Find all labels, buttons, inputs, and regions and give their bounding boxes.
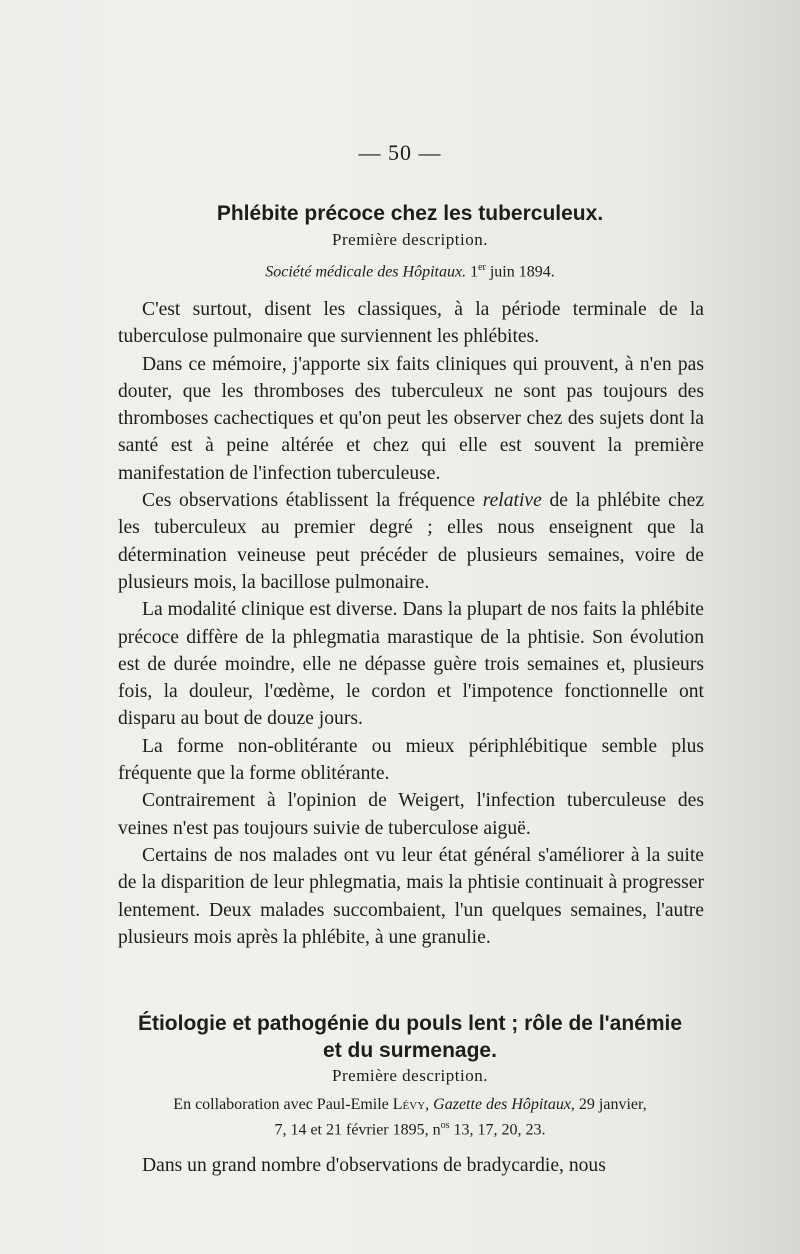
section2-body [118, 1152, 704, 1179]
paragraph: La forme non-oblitérante ou mieux périphlébitique semble plus fréquente que la forme oblitérante. [118, 735, 704, 785]
paragraph: Dans ce mémoire, j'apporte six faits cliniques qui prouvent, à n'en pas douter, que les thromboses des tuberculeux ne sont pas toujours des thromboses cachectiques et qu'on peut les observer chez des sujets dont la santé est à peine altérée et chez qui elle est souvent la première manifestation de l'infection tuberculeuse. [118, 353, 704, 484]
section2-title-line1: Étiologie et pathogénie du pouls lent ; rôle de l'anémie [137, 1012, 683, 1035]
paragraph: C'est surtout, disent les classiques, à la période terminale de la tuberculose pulmonaire que surviennent les phlébites. [118, 299, 704, 348]
section2-reference-line2: 7, 14 et 21 février 1895, $n^{os}$ 13, 17, 20, 23. [274, 1120, 546, 1139]
paragraph: Contrairement à l'opinion de Weigert, l'infection tuberculeuse des veines n'est pas toujours suivie de tuberculose aiguë. [118, 790, 704, 839]
section1-reference: Société médicale des Hôpitaux. 1er juin 1894. [265, 262, 555, 281]
section1-title: Phlébite précoce chez les tuberculeux. [216, 202, 604, 225]
section2-subtitle: Première description. [332, 1066, 488, 1085]
section1-subtitle: Première description. [332, 230, 488, 249]
section2-reference-line1: En collaboration avec Paul-Emile Lévy, Gazette des Hôpitaux, 29 janvier, [173, 1096, 647, 1113]
paragraph: Dans un grand nombre d'observations de bradycardie, nous [142, 1155, 606, 1176]
paragraph: La modalité clinique est diverse. Dans la plupart de nos faits la phlébite précoce diffère de la phlegmatia marastique de la phtisie. Son évolution est de durée moindre, elle ne dépasse guère trois semaines et, plusieurs fois, la douleur, l'œdème, le cordon et l'impotence fonctionnelle ont disparu au bout de douze jours. [118, 599, 704, 730]
section2-title-line2: et du surmenage. [323, 1039, 497, 1062]
page-number: — 50 — [358, 140, 442, 165]
paragraph: Ces observations établissent la fréquence relative de la phlébite chez les tuberculeux au premier degré ; elles nous enseignent que la détermination veineuse peut précéder de plusieurs semaines, voire de plusieurs mois, la bacillose pulmonaire. [118, 490, 705, 593]
paragraph: Certains de nos malades ont vu leur état général s'améliorer à la suite de la disparition de leur phlegmatia, mais la phtisie continuait à progresser lentement. Deux malades succombaient, l'un quelques semaines, l'autre plusieurs mois après la phlébite, à une granulie. [118, 844, 704, 948]
section1-body [118, 296, 704, 951]
